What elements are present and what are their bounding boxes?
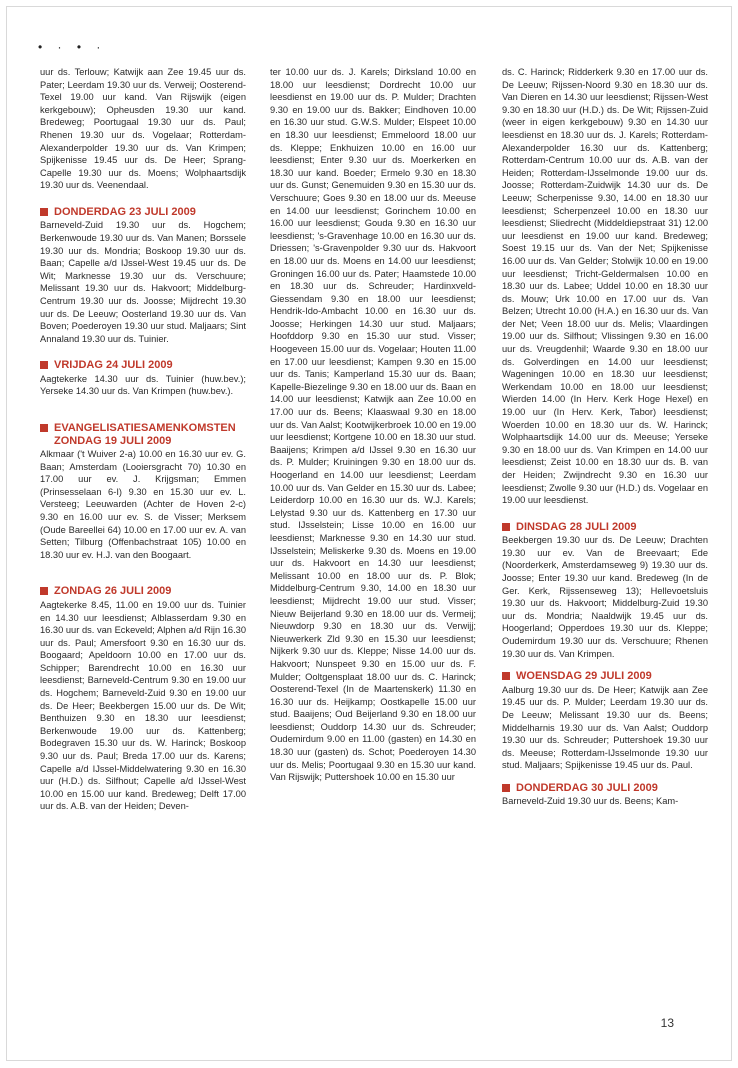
section-heading	[40, 206, 246, 219]
schedule-paragraph: Aagtekerke 14.30 uur ds. Tuinier (huw.bev.); Yerseke 14.30 uur ds. Van Krimpen (huw.bev.).	[40, 373, 246, 397]
heading-line: ZONDAG 19 JULI 2009	[54, 434, 172, 447]
section-heading	[502, 521, 708, 534]
schedule-paragraph: ter 10.00 uur ds. J. Karels; Dirksland 10.00 en 18.00 uur leesdienst; Dordrecht 10.00 uur leesdienst en 19.00 uur ds. P. Mulder; Drachten 9.30 en 19.00 uur ds. Bakker; Eindhoven 10.00 en 16.30 uur stud. G.W.S. Mulder; Elspeet 10.00 en 18.30 uur leesdienst; Emmeloord 18.00 uur ds. Kleppe; Enkhuizen 10.00 en 16.00 uur leesdienst; Enter 9.30 uur ds. Moerkerken en 18.30 uur kand. Boeder; Ermelo 9.30 en 18.30 uur ds. Gunst; Genemuiden 9.30 en 15.30 uur ds. Verschuure; Goes 9.30 en 18.00 uur ds. Meeuse en 14.00 uur leesdienst; Gorinchem 10.00 en 16.00 uur leesdienst; Gouda 9.30 en 16.30 uur leesdienst; 's-Gravenhage 10.00 en 16.30 uur ds. Driessen; 's-Gravenpolder 9.30 uur ds. Hakvoort en 18.00 uur ds. Moens en 14.00 uur leesdienst; Groningen 16.00 uur ds. Pater; Haamstede 10.00 en 18.30 uur ds. Schreuder; Hardinxveld-Giessendam 9.30 en 18.00 uur leesdienst; Hendrik-Ido-Ambacht 10.00 en 16.30 uur ds. Joosse; Herkingen 14.30 uur stud. Maljaars; Hoofddorp 9.30 en 15.30 uur stud. Visser; Hoogeveen 15.00 uur ds. Vogelaar; Houten 11.00 en 17.00 uur leesdienst; Kampen 9.30 en 15.00 uur ds. Tanis; Kamperland 15.30 uur ds. Baan; Kapelle-Biezelinge 9.30 en 18.00 uur ds. Baan en 14.00 uur leesdienst; Katwijk aan Zee 10.00 en 17.00 uur ds. Beens; Klaaswaal 9.30 en 18.00 uur ds. Van Aalst; Kootwijkerbroek 10.00 en 19.00 uur leesdienst; Kortgene 10.00 en 18.30 uur stud. Baaijens; Krimpen a/d IJssel 9.30 en 16.30 uur ds. P. Mulder; Kruiningen 9.30 en 18.00 uur ds. Hoogerland en 14.00 uur leesdienst; Leerdam 10.00 uur ds. Van Gelder en 15.30 uur ds. Labee; Leiderdorp 10.00 en 16.30 uur ds. W.J. Karels; Lelystad 9.30 uur ds. Kattenberg en 17.30 uur stud. IJsselstein; Lisse 10.00 en 16.00 uur leesdienst; Marknesse 9.30 en 14.30 uur stud. IJsselstein; Meliskerke 9.30 ds. Moens en 19.00 uur ds. Hakvoort en 14.30 uur leesdienst; Melissant 10.00 en 18.00 uur ds. P. Blok; Middelburg-Centrum 9.30, 14.00 en 18.30 uur leesdienst; Mijdrecht 19.00 uur stud. Visser; Nieuw Beijerland 9.30 en 18.00 uur ds. Vermeij; Nieuwdorp 9.30 en 18.30 uur ds. Verwijj; Nieuwerkerk Zld 9.30 en 15.30 uur leesdienst; Nijkerk 9.30 uur ds. Kleppe; Nisse 14.00 uur ds. Hakvoort; Nunspeet 9.30 en 15.00 uur ds. F. Mulder; Ooltgensplaat 18.00 uur ds. C. Harinck; Oosterend-Texel (In de Maartenskerk) 11.30 en 16.30 uur ds. Heijkamp; Oostkapelle 15.00 uur stud. Baaijens; Oud Beijerland 9.30 en 18.00 uur leesdienst; Ouddorp 14.30 uur ds. Schreuder; Oudemirdum 9.00 en 11.00 (gasten) en 14.30 en 18.30 uur (gasten) ds. Schot; Poederoyen 14.30 uur ds. Melis; Poortugaal 9.30 en 15.30 uur kand. Van Rijswijk; Puttershoek 10.00 en 15.30 uur	[270, 67, 476, 783]
red-square-bullet-icon	[40, 208, 48, 216]
column-2	[270, 66, 476, 1026]
schedule-paragraph: Beekbergen 19.30 uur ds. De Leeuw; Drachten 19.30 uur ev. Van de Breevaart; Ede (Noorderkerk, Amsterdamseweg 9) 19.30 uur ds. Joosse; Enter 19.30 uur kand. Bredeweg (In de Ger. Kerk, Rijssenseweg 13); Hellevoetsluis 19.30 uur ds. Hakvoort; Middelburg-Zuid 19.30 uur ds. Mondria; Naaldwijk 19.45 uur ds. Hoogerland; Opperdoes 19.30 uur ds. Kleppe; Oudemirdum 19.30 uur ds. Verschuure; Rhenen 19.30 uur ds. Van Krimpen.	[502, 535, 708, 659]
schedule-paragraph: Alkmaar ('t Wuiver 2-a) 10.00 en 16.30 uur ev. G. Baan; Amsterdam (Looiersgracht 70) 10.30 en 17.00 uur ev. J. Krijgsman; Emmen (Prinsesselaan 6-I) 9.30 en 15.30 uur ev. L. Versteeg; Leeuwarden (Achter de Hoven 2-c) 9.30 en 16.00 uur ev. S. de Visser; Merksem (Oude Bareellei 64) 10.00 en 17.00 uur ev. A. van Setten; Tilburg (Offenbachstraat 105) 10.00 en 18.30 uur ev. H.J. van den Boogaart.	[40, 449, 246, 560]
heading-line: EVANGELISATIESAMENKOMSTEN	[54, 422, 236, 435]
column-3	[502, 66, 708, 1026]
red-square-bullet-icon	[40, 587, 48, 595]
schedule-paragraph: Aalburg 19.30 uur ds. De Heer; Katwijk aan Zee 19.45 uur ds. P. Mulder; Leerdam 19.30 uur ds. De Leeuw; Melissant 19.30 uur ds. Beens; Middelharnis 19.30 uur ds. Van Aalst; Ouddorp 19.30 uur ds. Schreuder; Puttershoek 19.30 uur ds. Meeuse; Rotterdam-IJsselmonde 19.30 uur stud. Maljaars; Spijkenisse 19.45 uur ds. Paul.	[502, 684, 708, 771]
schedule-paragraph: uur ds. Terlouw; Katwijk aan Zee 19.45 uur ds. Pater; Leerdam 19.30 uur ds. Verweij; Oosterend-Texel 19.00 uur kand. Van Rijswijk (eigen kerkgebouw); Opheusden 19.30 uur kand. Bredeweg; Poortugaal 19.30 uur ds. Paul; Rhenen 19.30 uur ds. Vogelaar; Rotterdam-Alexanderpolder 19.30 uur ds. Van Krimpen; Spijkenisse 19.45 uur ds. De Heer; Sprang-Capelle 19.30 uur ds. Moens; Wolphaartsdijk 19.30 uur ds. Veenendaal.	[40, 67, 246, 191]
heading-text: DONDERDAG 23 JULI 2009	[54, 205, 196, 218]
red-square-bullet-icon	[502, 672, 510, 680]
section-heading	[40, 422, 246, 447]
red-square-bullet-icon	[502, 784, 510, 792]
schedule-paragraph: Barneveld-Zuid 19.30 uur ds. Beens; Kam-	[502, 796, 679, 807]
heading-text: ZONDAG 26 JULI 2009	[54, 585, 172, 598]
heading-text: DONDERDAG 30 JULI 2009	[516, 781, 658, 794]
header-marks: • · • ·	[38, 40, 107, 54]
section-heading	[502, 782, 708, 795]
page-number: 13	[660, 1016, 674, 1030]
schedule-paragraph: ds. C. Harinck; Ridderkerk 9.30 en 17.00 uur ds. De Leeuw; Rijssen-Noord 9.30 en 18.30 uur ds. Van Dieren en 14.30 uur leesdienst; Rijssen-West 9.30 en 18.30 uur (H.D.) ds. De Wit; Rijssen-Zuid (weer in eigen kerkgebouw) 9.30 en 14.30 uur leesdienst en 18.30 uur ds. J. Karels; Rotterdam-Alexanderpolder 16.30 uur ds. Kattenberg; Rotterdam-Centrum 10.00 uur ds. A.B. van der Heiden; Rotterdam-IJsselmonde 19.00 uur ds. Joosse; Rotterdam-Zuidwijk 14.30 uur ds. De Leeuw; Scherpenisse 9.30, 14.00 en 18.30 uur leesdienst; Scherpenzeel 10.00 en 18.30 uur leesdienst; Sliedrecht (Middeldiepstraat 31) 12.00 uur leesdienst en 19.00 uur kand. Bredeweg; Soest 19.15 uur ds. Van der Net; Spijkenisse 16.00 uur ds. Van Gelder; Stolwijk 10.00 en 19.00 uur leesdienst; Tricht-Geldermalsen 10.00 en 18.30 uur ds. Labee; Uddel 10.00 en 18.30 uur ds. Mouw; Urk 10.00 en 17.00 uur ds. Van Belzen; Utrecht 10.00 (H.A.) en 16.30 uur ds. Van der Net; Veen 18.00 uur ds. Melis; Vlaardingen 19.00 uur ds. Silfhout; Vlissingen 9.30 en 16.00 uur ds. Vreugdenhil; Waarde 9.30 en 18.00 uur ds. Golverdingen en 14.00 uur leesdienst; Wageningen 10.00 en 18.30 uur leesdienst; Werkendam 10.00 en 18.00 uur leesdienst; Wierden 14.00 (In Herv. Kerk Hoge Hexel) en 19.00 uur (In Herv. Kerk, Tabor) leesdienst; Woerden 10.00 en 18.30 uur ds. W. Harinck; Wolphaartsdijk 14.00 uur ds. Meeuse; Yerseke 9.30 en 18.00 uur ds. Van Krimpen en 14.00 uur leesdienst; Zeist 10.00 en 18.30 uur ds. B. van der Heiden; Zwijndrecht 9.30 en 16.30 uur leesdienst; Zwolle 9.30 uur (H.D.) ds. Vogelaar en 19.00 uur leesdienst.	[502, 67, 708, 506]
red-square-bullet-icon	[40, 424, 48, 432]
schedule-paragraph: Aagtekerke 8.45, 11.00 en 19.00 uur ds. Tuinier en 14.30 uur leesdienst; Alblasserdam 9.30 en 16.30 uur ds. van Eckeveld; Alphen a/d Rijn 16.30 uur ds. Paul; Amersfoort 9.30 en 16.30 uur ds. Boogaard; Apeldoorn 10.00 en 17.00 uur ds. Schipper; Barendrecht 10.00 en 16.30 uur leesdienst; Barneveld-Centrum 9.30 en 19.00 uur ds. Hogchem; Barneveld-Zuid 9.30 en 19.00 uur ds. De Heer; Beekbergen 15.00 uur ds. De Wit; Benthuizen 9.30 en 18.30 uur leesdienst; Berkenwoude 19.00 uur ds. Kattenberg; Bodegraven 15.30 uur ds. W. Harinck; Boskoop 9.30 uur ds. Paul; Breda 17.00 uur ds. Karens; Capelle a/d IJssel-Middelwatering 9.30 en 16.30 uur (H.D.) ds. Silfhout; Capelle a/d IJssel-West 10.00 en 15.00 uur kand. Bredeweg; Delft 17.00 uur ds. A.B. van der Heiden; Deven-	[40, 599, 246, 812]
red-square-bullet-icon	[502, 523, 510, 531]
article-columns	[40, 66, 708, 1026]
red-square-bullet-icon	[40, 361, 48, 369]
heading-text: VRIJDAG 24 JULI 2009	[54, 359, 173, 372]
column-1	[40, 66, 246, 1026]
section-heading	[40, 585, 246, 598]
heading-text: WOENSDAG 29 JULI 2009	[516, 670, 652, 683]
section-heading	[502, 670, 708, 683]
heading-text	[54, 422, 246, 447]
schedule-paragraph: Barneveld-Zuid 19.30 uur ds. Hogchem; Berkenwoude 19.30 uur ds. Van Manen; Borssele 19.30 uur ds. Mondria; Boskoop 19.30 uur ds. Baan; Capelle a/d IJssel-West 19.45 uur ds. De Wit; Marknesse 19.30 uur ds. Verschuure; Melissant 19.30 uur ds. Hakvoort; Middelburg-Centrum 19.30 uur ds. Joosse; Mijdrecht 19.30 uur ds. De Leeuw; Oosterland 19.30 uur ds. Van Boven; Poederoyen 19.30 uur stud. Maljaars; Sint Annaland 19.30 uur ds. Tuinier.	[40, 220, 246, 344]
section-heading	[40, 359, 246, 372]
heading-text: DINSDAG 28 JULI 2009	[516, 520, 637, 533]
